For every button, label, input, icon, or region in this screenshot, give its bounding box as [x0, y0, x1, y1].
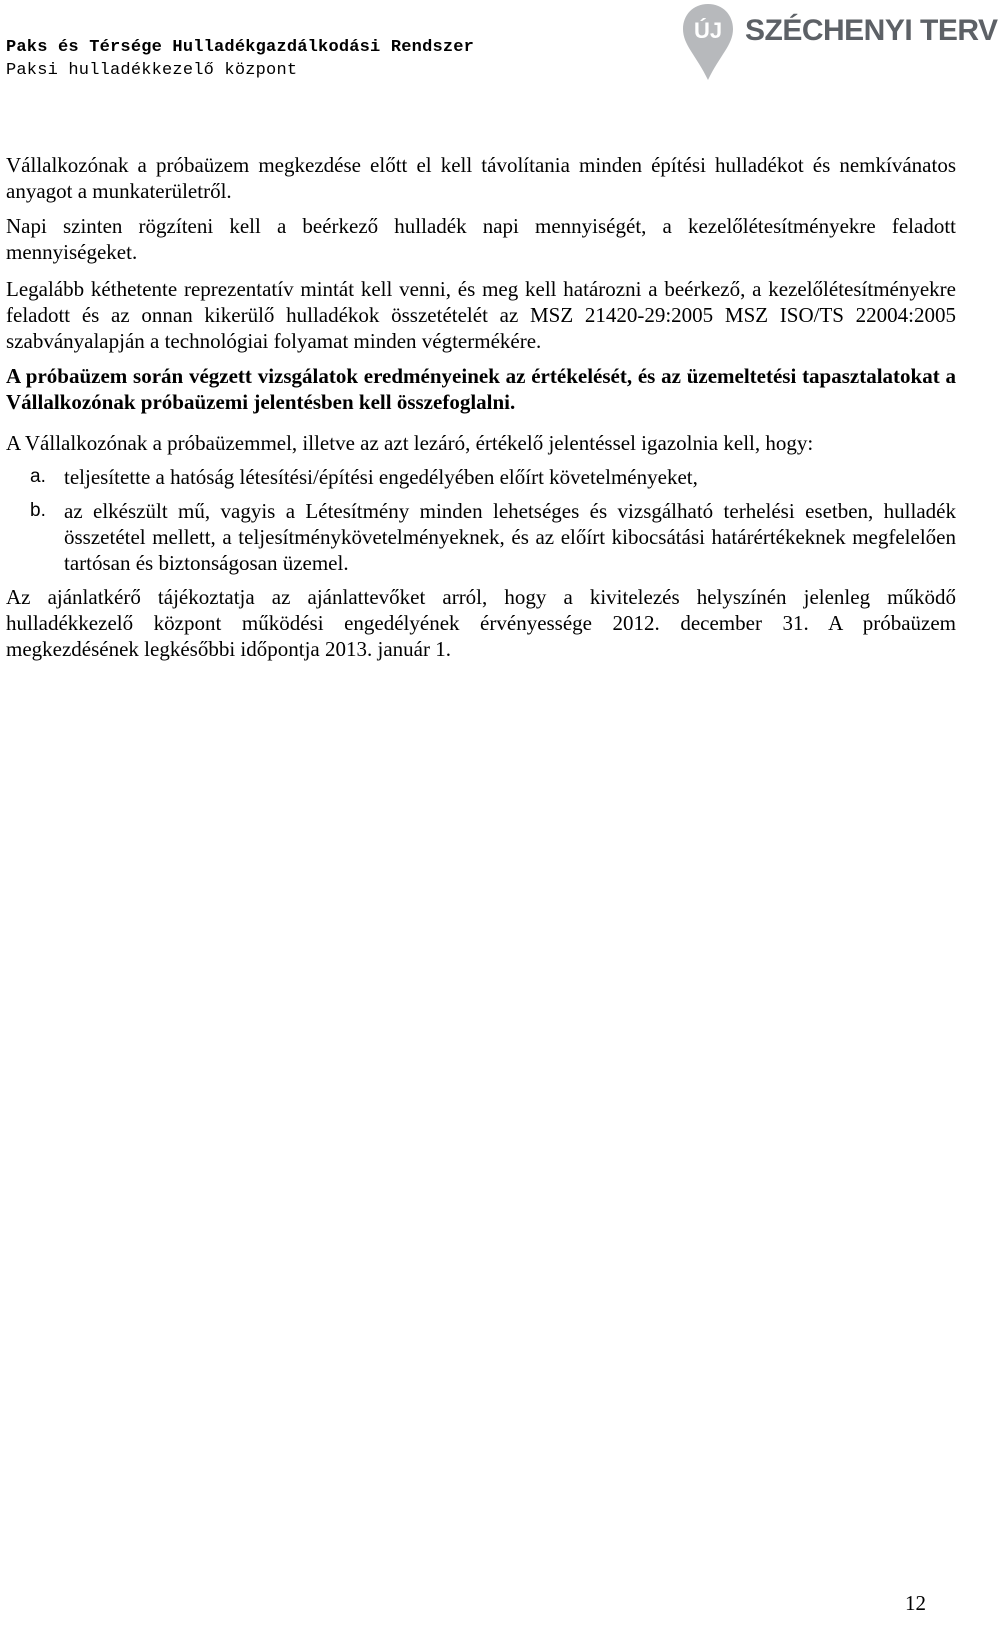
list-marker: b.	[30, 500, 46, 521]
list-item-text: teljesítette a hatóság létesítési/építési engedélyében előírt követelményeket,	[64, 465, 698, 489]
header-organization-name: Paks és Térsége Hulladékgazdálkodási Rendszer	[6, 38, 475, 57]
page-number: 12	[905, 1591, 926, 1615]
location-pin-icon	[680, 2, 736, 82]
paragraph-trial-report: A próbaüzem során végzett vizsgálatok eredményeinek az értékelését, és az üzemeltetési tapasztalatokat a Vállalkozónak próbaüzemi jelentésben kell összefoglalni.	[6, 364, 956, 414]
document-body	[6, 152, 956, 662]
list-item	[6, 464, 956, 490]
list-item-text: az elkészült mű, vagyis a Létesítmény minden lehetséges és vizsgálható terhelési esetben, hulladék összetétel mellett, a teljesítménykövetelményeknek, és az előírt kibocsátási határértékeknek megfelelően tartósan és biztonságosan üzemel.	[64, 499, 956, 575]
paragraph-permit-validity: Az ajánlatkérő tájékoztatja az ajánlattevőket arról, hogy a kivitelezés helyszínén jelenleg működő hulladékkezelő központ működési engedélyének érvényessége 2012. december 31. A próbaüzem megkezdésének legkésőbbi időpontja 2013. január 1.	[6, 585, 956, 661]
document-header	[6, 36, 474, 82]
szechenyi-terv-logo	[680, 2, 998, 82]
header-site-name: Paksi hulladékkezelő központ	[6, 61, 298, 80]
paragraph-daily-recording: Napi szinten rögzíteni kell a beérkező hulladék napi mennyiségét, a kezelőlétesítményekre feladott mennyiségeket.	[6, 214, 956, 264]
paragraph-certification-intro: A Vállalkozónak a próbaüzemmel, illetve az azt lezáró, értékelő jelentéssel igazolnia kell, hogy:	[6, 431, 814, 455]
requirements-list	[6, 464, 956, 576]
logo-text: SZÉCHENYI TERV	[745, 14, 998, 47]
list-marker: a.	[30, 466, 46, 487]
paragraph-sampling: Legalább kéthetente reprezentatív mintát kell venni, és meg kell határozni a beérkező, a kezelőlétesítményekre feladott és az onnan kikerülő hulladékok összetételét az MSZ 21420-29:2005 MSZ ISO/TS 22004:2005 szabványalapján a technológiai folyamat minden végtermékére.	[6, 277, 956, 353]
logo-mark-text: ÚJ	[693, 18, 723, 43]
list-item	[6, 498, 956, 576]
paragraph-site-clearing: Vállalkozónak a próbaüzem megkezdése előtt el kell távolítania minden építési hulladékot és nemkívánatos anyagot a munkaterületről.	[6, 153, 956, 203]
